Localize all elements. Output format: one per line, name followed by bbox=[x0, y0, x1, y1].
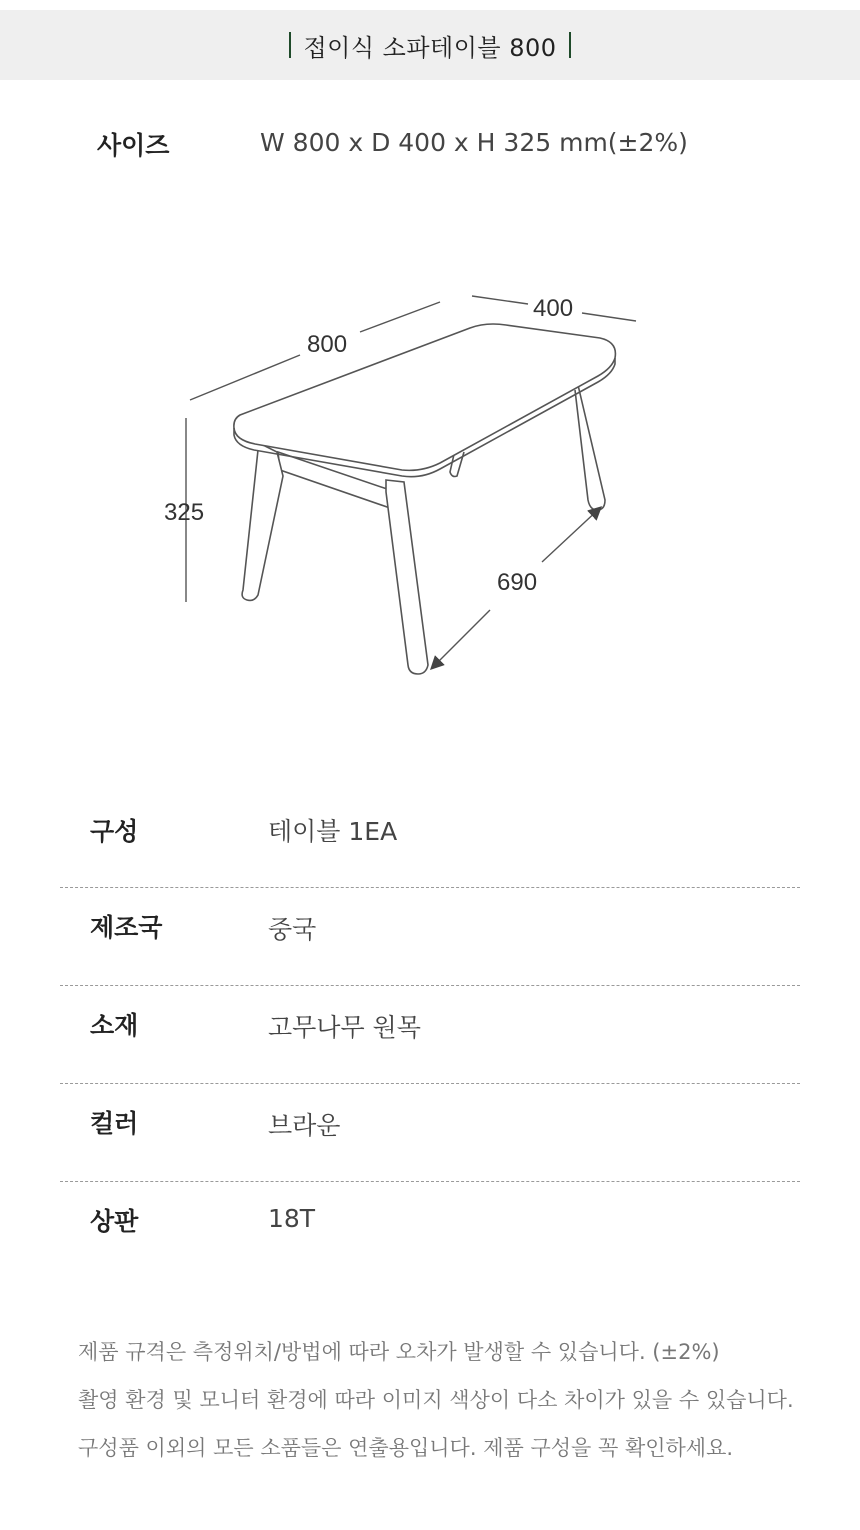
spec-label: 구성 bbox=[90, 817, 139, 846]
leg-span-label: 690 bbox=[497, 569, 538, 596]
spec-label: 제조국 bbox=[90, 913, 163, 942]
spec-value: 중국 bbox=[268, 915, 317, 944]
spec-value: 테이블 1EA bbox=[268, 817, 398, 846]
height-label: 325 bbox=[164, 499, 205, 526]
spec-row bbox=[60, 1182, 800, 1279]
front-left-leg bbox=[242, 445, 283, 600]
depth-dim-line-a bbox=[472, 296, 528, 304]
note-item: 촬영 환경 및 모니터 환경에 따라 이미지 색상이 다소 차이가 있을 수 있습니다. bbox=[78, 1388, 794, 1412]
width-label: 800 bbox=[307, 331, 348, 358]
spec-label: 소재 bbox=[90, 1011, 139, 1040]
table-dimension-diagram bbox=[150, 280, 650, 690]
spec-label: 상판 bbox=[90, 1207, 139, 1236]
width-dim-line-b bbox=[360, 302, 440, 332]
spec-row bbox=[60, 888, 800, 986]
spec-row bbox=[60, 790, 800, 888]
spec-value: 고무나무 원목 bbox=[268, 1013, 421, 1042]
note-item: 제품 규격은 측정위치/방법에 따라 오차가 발생할 수 있습니다. (±2%) bbox=[78, 1340, 720, 1364]
spec-value: 18T bbox=[268, 1204, 316, 1233]
spec-row bbox=[60, 986, 800, 1084]
size-value: W 800 x D 400 x H 325 mm(±2%) bbox=[260, 128, 688, 157]
spec-label: 컬러 bbox=[90, 1109, 139, 1138]
front-center-leg bbox=[386, 480, 428, 674]
table-top bbox=[234, 324, 616, 470]
leg-span-dim-line-b bbox=[542, 508, 600, 562]
width-dim-line-a bbox=[190, 355, 300, 400]
notes bbox=[78, 1328, 838, 1472]
size-label: 사이즈 bbox=[97, 131, 170, 160]
note-item: 구성품 이외의 모든 소품들은 연출용입니다. 제품 구성을 꼭 확인하세요. bbox=[78, 1436, 734, 1460]
spec-value: 브라운 bbox=[268, 1111, 341, 1140]
spec-table bbox=[60, 790, 800, 1279]
depth-label: 400 bbox=[533, 295, 574, 322]
title-mark-right bbox=[569, 32, 571, 58]
title-bar bbox=[0, 10, 860, 80]
spec-row bbox=[60, 1084, 800, 1182]
depth-dim-line-b bbox=[582, 313, 636, 321]
size-row bbox=[0, 122, 860, 166]
page-title: 접이식 소파테이블 800 bbox=[303, 33, 557, 62]
leg-span-dim-line-a bbox=[432, 610, 490, 668]
